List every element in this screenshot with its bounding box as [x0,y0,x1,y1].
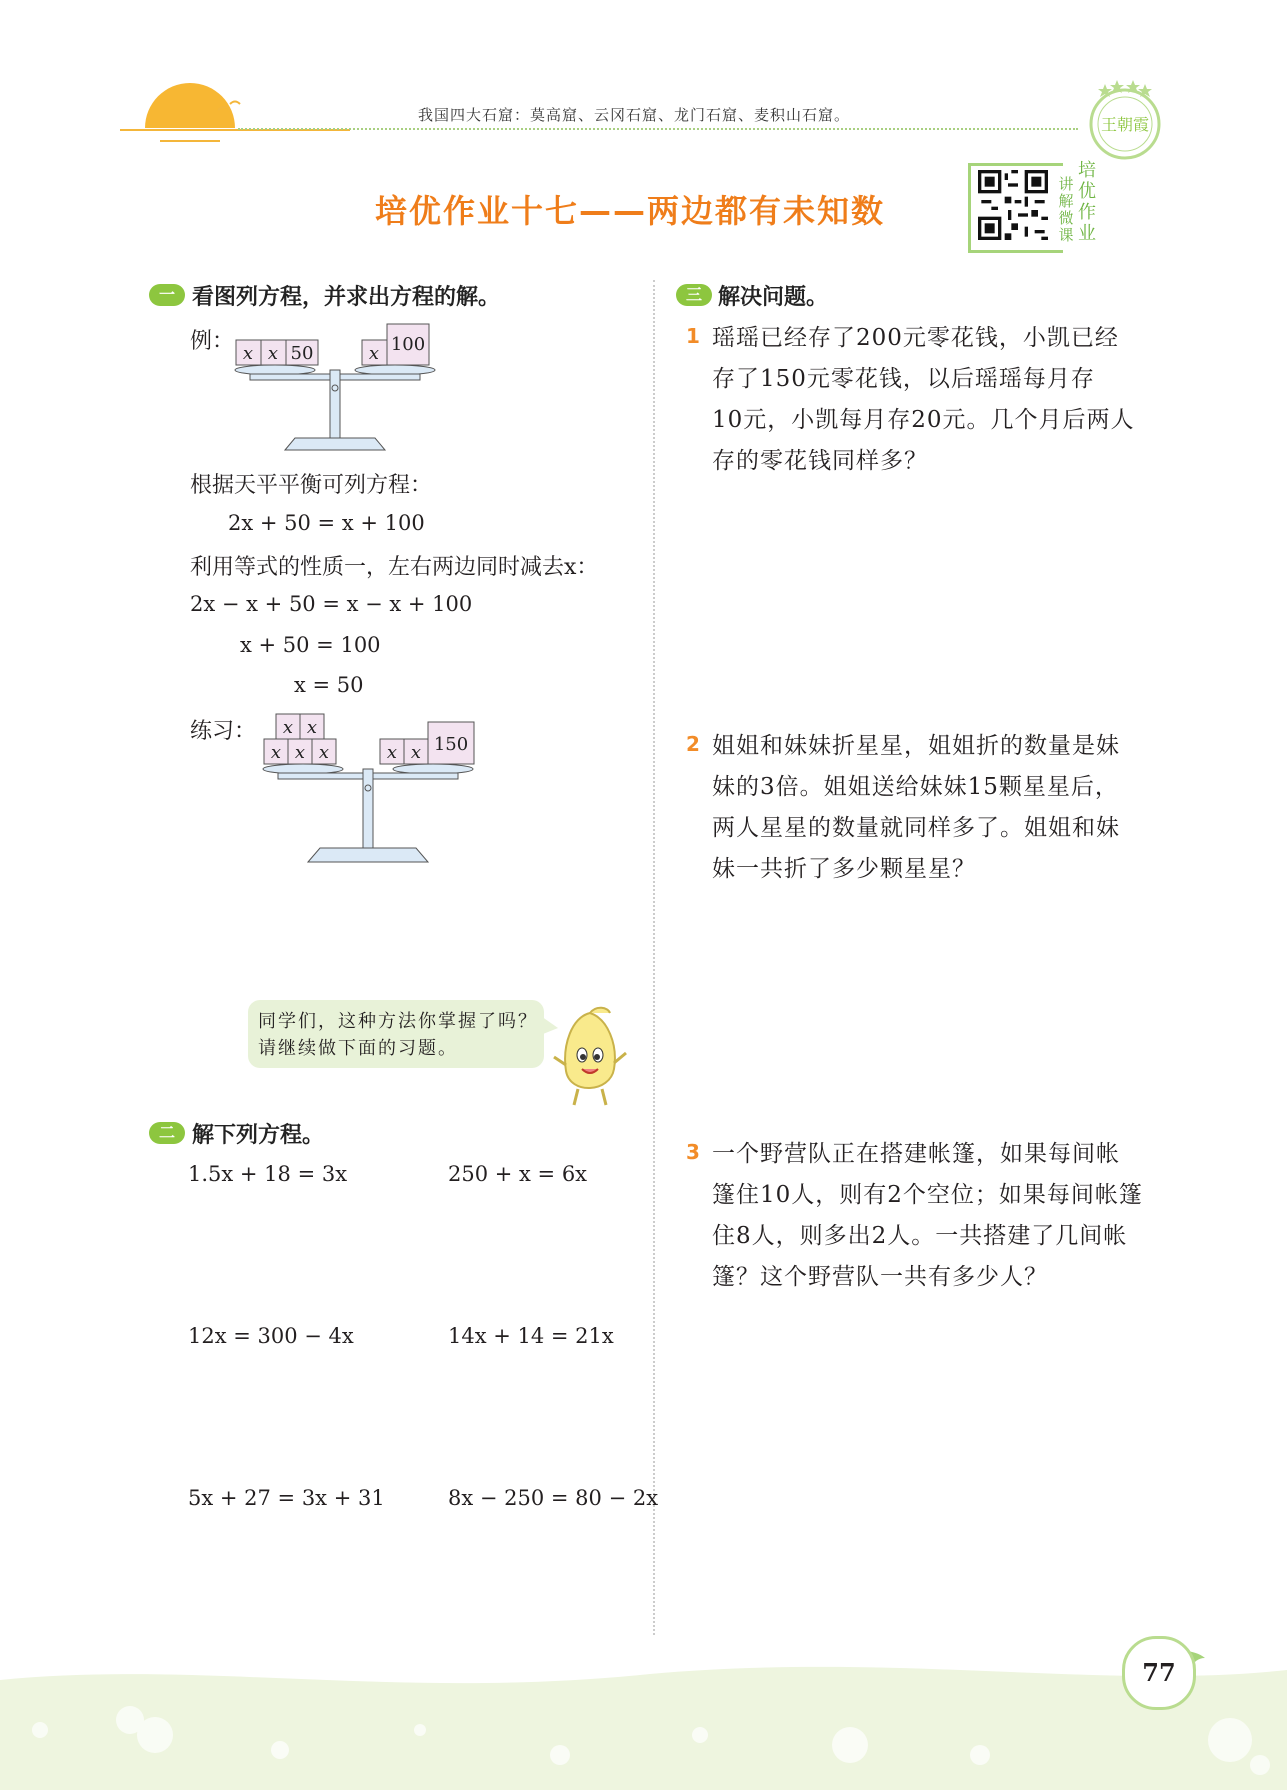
svg-text:x: x [368,343,380,364]
section1-title: 看图列方程，并求出方程的解。 [192,285,501,310]
balance-text: 根据天平平衡可列方程： [190,473,433,498]
page-title: 培优作业十七——两边都有未知数 [375,192,886,230]
equation-problem: 12x = 300 − 4x [188,1324,354,1348]
property-text: 利用等式的性质一，左右两边同时减去x： [190,555,599,580]
problem-3-text: 一个野营队正在搭建帐篷，如果每间帐 篷住10人，则有2个空位；如果每间帐篷 住8人，则多出2人。一共搭建了几间帐 篷？这个野营队一共有多少人？ [712,1141,1143,1290]
speech-bubble-text: 同学们，这种方法你掌握了吗？请继续做下面的习题。 [258,1011,538,1059]
example-label: 例： [190,329,235,354]
svg-text:x: x [242,343,254,364]
svg-text:x: x [306,717,318,738]
header-fact: 我国四大石窟：莫高窟、云冈石窟、龙门石窟、麦积山石窟。 [418,106,851,124]
practice-label: 练习： [190,719,257,744]
qr-code-icon[interactable] [978,170,1048,240]
sun-horizon-line-short [160,140,220,142]
svg-text:150: 150 [433,734,469,755]
equation-step-2: 2x − x + 50 = x − x + 100 [190,592,473,616]
header-divider [238,128,1078,130]
equation-step-4: x = 50 [294,673,364,697]
svg-text:x: x [294,742,306,763]
example-balance-scale [230,320,440,460]
equation-problem: 5x + 27 = 3x + 31 [188,1486,385,1510]
qr-label-lecture: 讲解微课 [1058,175,1074,244]
problem-number: 3 [686,1140,700,1164]
section3-title: 解决问题。 [718,285,829,310]
page-number: 77 [1122,1636,1196,1710]
svg-text:100: 100 [390,334,426,355]
problem-number: 2 [686,732,700,756]
equation-step-1: 2x + 50 = x + 100 [228,511,425,535]
svg-text:x: x [267,343,279,364]
equation-problem: 14x + 14 = 21x [448,1324,614,1348]
equation-problem: 250 + x = 6x [448,1162,588,1186]
svg-text:x: x [270,742,282,763]
footer-wave [0,1660,1287,1790]
qr-label-homework: 培优作业 [1078,160,1096,244]
section3-badge: 三 [676,284,712,306]
equation-problem: 8x − 250 = 80 − 2x [448,1486,659,1510]
problem-number: 1 [686,324,700,348]
practice-balance-scale [258,710,488,870]
sunrise-icon [130,70,250,150]
svg-text:x: x [318,742,330,763]
problem-2-text: 姐姐和妹妹折星星，姐姐折的数量是妹 妹的3倍。姐姐送给妹妹15颗星星后， 两人星星的数量就同样多了。姐姐和妹 妹一共折了多少颗星星？ [712,733,1120,882]
section2-badge: 二 [149,1122,185,1144]
section2-title: 解下列方程。 [192,1123,325,1148]
column-divider [653,280,655,1635]
svg-text:x: x [386,742,398,763]
problem-1-text: 瑶瑶已经存了200元零花钱，小凯已经 存了150元零花钱，以后瑶瑶每月存 10元，小凯每月存20元。几个月后两人 存的零花钱同样多？ [712,325,1135,474]
equation-step-3: x + 50 = 100 [240,633,381,657]
brand-logo-text: 王朝霞 [1100,115,1150,134]
svg-text:50: 50 [290,343,314,364]
section1-badge: 一 [149,284,185,306]
svg-text:x: x [282,717,294,738]
mascot-icon [550,1005,630,1110]
brand-logo-icon [1080,72,1170,162]
svg-text:x: x [410,742,422,763]
equation-problem: 1.5x + 18 = 3x [188,1162,348,1186]
